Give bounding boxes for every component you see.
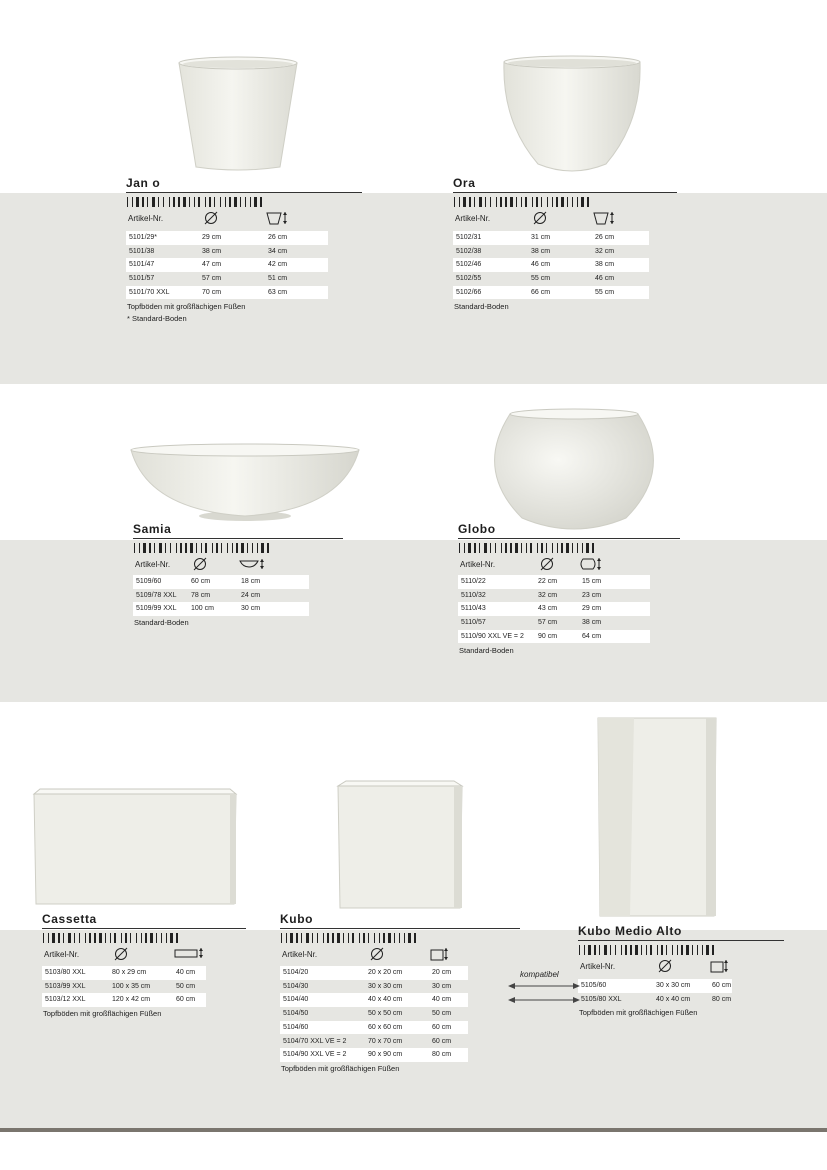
height-value: 55 cm (595, 288, 615, 296)
diameter-value: 40 x 40 cm (368, 996, 403, 1004)
table-row (280, 1035, 468, 1049)
title-rule (458, 538, 680, 539)
height-value: 60 cm (176, 996, 196, 1004)
table-row (42, 993, 206, 1007)
article-number: 5102/31 (456, 234, 482, 241)
article-number: 5101/57 (129, 275, 155, 283)
diameter-value: 60 x 60 cm (368, 1023, 403, 1031)
barcode (43, 933, 180, 943)
kubo-planter-image (334, 780, 466, 912)
diameter-value: 29 cm (202, 234, 222, 241)
table-row (133, 589, 309, 603)
height-value: 20 cm (432, 969, 452, 976)
barcode (454, 197, 591, 207)
article-number: 5101/29* (129, 234, 158, 241)
table-row (126, 245, 328, 259)
diameter-icon (193, 557, 209, 571)
barcode (134, 543, 271, 553)
height-value: 60 cm (432, 1023, 452, 1031)
diameter-value: 70 cm (202, 288, 222, 296)
height-value: 80 cm (432, 1051, 452, 1059)
diameter-value: 46 cm (531, 261, 551, 269)
footer-rule (0, 1128, 827, 1132)
diameter-value: 57 cm (202, 275, 222, 283)
table-row (133, 575, 309, 589)
footer (0, 1128, 827, 1170)
table-row (458, 630, 650, 644)
product-title: Samia (133, 522, 172, 536)
samia-bowl-image (128, 440, 362, 522)
height-value: 24 cm (241, 591, 261, 599)
diameter-value: 90 cm (538, 632, 558, 640)
height-value: 63 cm (268, 288, 288, 296)
article-number: 5104/40 (283, 996, 309, 1004)
height-value: 38 cm (582, 619, 602, 627)
product-title: Ora (453, 176, 476, 190)
article-number: 5104/60 (283, 1023, 309, 1031)
product-title: Cassetta (42, 912, 97, 926)
diameter-value: 55 cm (531, 275, 551, 283)
table-row (280, 966, 468, 980)
height-value: 38 cm (595, 261, 615, 269)
diameter-value: 38 cm (531, 247, 551, 255)
height-value: 30 cm (241, 605, 261, 613)
height-icon (430, 947, 450, 961)
kubo-medio-alto-planter-image (594, 714, 720, 920)
diameter-value: 70 x 70 cm (368, 1037, 403, 1045)
diameter-icon (204, 211, 220, 225)
table-row (280, 1021, 468, 1035)
product-note: Topfböden mit großflächigen Füßen (281, 1063, 400, 1073)
table-row (42, 980, 206, 994)
height-icon (593, 211, 615, 225)
diameter-value: 31 cm (531, 234, 551, 241)
barcode (459, 543, 596, 553)
article-number: 5110/43 (461, 605, 486, 613)
diameter-icon (533, 211, 549, 225)
diameter-value: 38 cm (202, 247, 222, 255)
height-icon (580, 557, 602, 571)
diameter-value: 22 cm (538, 578, 558, 585)
height-value: 50 cm (176, 982, 196, 990)
diameter-value: 66 cm (531, 288, 551, 296)
height-value: 15 cm (582, 578, 602, 585)
diameter-value: 50 x 50 cm (368, 1010, 403, 1018)
compat-arrows-icon (508, 980, 580, 1006)
height-value: 50 cm (432, 1010, 452, 1018)
diameter-value: 78 cm (191, 591, 211, 599)
table-row (126, 286, 328, 300)
ora-pot-image (500, 52, 644, 176)
table-row (126, 231, 328, 245)
height-value: 64 cm (582, 632, 602, 640)
cassetta-planter-image (30, 786, 240, 908)
product-note: Standard-Boden (134, 618, 189, 628)
table-row (126, 272, 328, 286)
table-row (453, 272, 649, 286)
product-title: Kubo Medio Alto (578, 924, 682, 938)
title-rule (126, 192, 362, 193)
barcode (579, 945, 716, 955)
table-row (42, 966, 206, 980)
diameter-value: 32 cm (538, 591, 558, 599)
article-number-header: Artikel-Nr. (135, 560, 171, 569)
barcode (281, 933, 418, 943)
article-number: 5105/80 XXL (581, 995, 622, 1003)
globo-pot-image (488, 406, 660, 534)
product-title: Jan o (126, 176, 161, 190)
diameter-value: 57 cm (538, 619, 558, 627)
title-rule (453, 192, 677, 193)
article-number: 5101/38 (129, 247, 155, 255)
height-value: 40 cm (432, 996, 452, 1004)
diameter-icon (540, 557, 556, 571)
product-note: * Standard-Boden (127, 313, 187, 323)
article-number: 5101/70 XXL (129, 288, 170, 296)
height-icon (239, 557, 265, 571)
article-number: 5109/99 XXL (136, 605, 177, 613)
article-number: 5102/66 (456, 288, 482, 296)
barcode (127, 197, 264, 207)
height-icon (266, 211, 288, 225)
section-band-2 (0, 540, 827, 702)
article-number: 5105/60 (581, 982, 607, 989)
article-number-header: Artikel-Nr. (282, 950, 318, 959)
table-row (453, 258, 649, 272)
table-row (453, 245, 649, 259)
section-band-1 (0, 193, 827, 384)
article-number-header: Artikel-Nr. (128, 214, 164, 223)
article-number: 5102/55 (456, 275, 482, 283)
height-value: 51 cm (268, 275, 288, 283)
diameter-value: 60 cm (191, 578, 211, 585)
article-number: 5110/90 XXL VE = 2 (461, 632, 524, 640)
table-row (458, 589, 650, 603)
jano-pot-image (176, 55, 300, 175)
table-row (458, 575, 650, 589)
product-note: Topfböden mit großflächigen Füßen (127, 301, 246, 311)
title-rule (133, 538, 343, 539)
title-rule (42, 928, 246, 929)
diameter-icon (370, 947, 386, 961)
height-value: 80 cm (712, 995, 732, 1003)
table-row (280, 1048, 468, 1062)
article-number-header: Artikel-Nr. (580, 962, 616, 971)
compat-label: kompatibel (520, 970, 559, 979)
article-number: 5103/80 XXL (45, 969, 86, 976)
article-number: 5109/60 (136, 578, 162, 585)
diameter-value: 120 x 42 cm (112, 996, 151, 1004)
table-row (578, 993, 732, 1007)
diameter-value: 43 cm (538, 605, 558, 613)
table-row (453, 286, 649, 300)
article-number: 5102/38 (456, 247, 482, 255)
diameter-icon (658, 959, 674, 973)
table-row (133, 602, 309, 616)
table-row (126, 258, 328, 272)
height-value: 40 cm (176, 969, 196, 976)
article-number: 5104/20 (283, 969, 309, 976)
product-title: Globo (458, 522, 496, 536)
table-row (458, 616, 650, 630)
article-number: 5104/70 XXL VE = 2 (283, 1037, 347, 1045)
title-rule (578, 940, 784, 941)
article-number: 5103/99 XXL (45, 982, 86, 990)
article-number: 5104/50 (283, 1010, 309, 1018)
diameter-value: 100 x 35 cm (112, 982, 151, 990)
height-icon (710, 959, 730, 973)
article-number-header: Artikel-Nr. (460, 560, 496, 569)
height-value: 18 cm (241, 578, 261, 585)
height-value: 60 cm (712, 982, 732, 989)
article-number: 5110/57 (461, 619, 486, 627)
diameter-value: 100 cm (191, 605, 214, 613)
height-value: 29 cm (582, 605, 602, 613)
article-number: 5103/12 XXL (45, 996, 86, 1004)
article-number-header: Artikel-Nr. (44, 950, 80, 959)
height-value: 42 cm (268, 261, 288, 269)
height-value: 26 cm (268, 234, 288, 241)
diameter-value: 90 x 90 cm (368, 1051, 403, 1059)
diameter-value: 20 x 20 cm (368, 969, 403, 976)
product-title: Kubo (280, 912, 314, 926)
article-number: 5110/32 (461, 591, 486, 599)
height-value: 60 cm (432, 1037, 452, 1045)
diameter-value: 30 x 30 cm (656, 982, 691, 989)
article-number: 5109/78 XXL (136, 591, 177, 599)
height-value: 30 cm (432, 982, 452, 990)
diameter-value: 80 x 29 cm (112, 969, 147, 976)
product-note: Standard-Boden (459, 645, 514, 655)
product-note: Topfböden mit großflächigen Füßen (43, 1009, 162, 1019)
title-rule (280, 928, 520, 929)
article-number: 5101/47 (129, 261, 155, 269)
table-row (578, 979, 732, 993)
height-icon (174, 947, 204, 959)
height-value: 34 cm (268, 247, 288, 255)
height-value: 26 cm (595, 234, 615, 241)
height-value: 46 cm (595, 275, 615, 283)
product-note: Topfböden mit großflächigen Füßen (579, 1008, 698, 1018)
table-row (458, 602, 650, 616)
product-note: Standard-Boden (454, 301, 509, 311)
article-number: 5104/90 XXL VE = 2 (283, 1051, 347, 1059)
article-number: 5102/46 (456, 261, 482, 269)
diameter-value: 40 x 40 cm (656, 995, 691, 1003)
table-row (280, 980, 468, 994)
table-row (280, 1007, 468, 1021)
diameter-icon (114, 947, 130, 961)
article-number: 5110/22 (461, 578, 486, 585)
article-number-header: Artikel-Nr. (455, 214, 491, 223)
diameter-value: 47 cm (202, 261, 222, 269)
height-value: 32 cm (595, 247, 615, 255)
article-number: 5104/30 (283, 982, 309, 990)
table-row (453, 231, 649, 245)
diameter-value: 30 x 30 cm (368, 982, 403, 990)
height-value: 23 cm (582, 591, 602, 599)
table-row (280, 993, 468, 1007)
